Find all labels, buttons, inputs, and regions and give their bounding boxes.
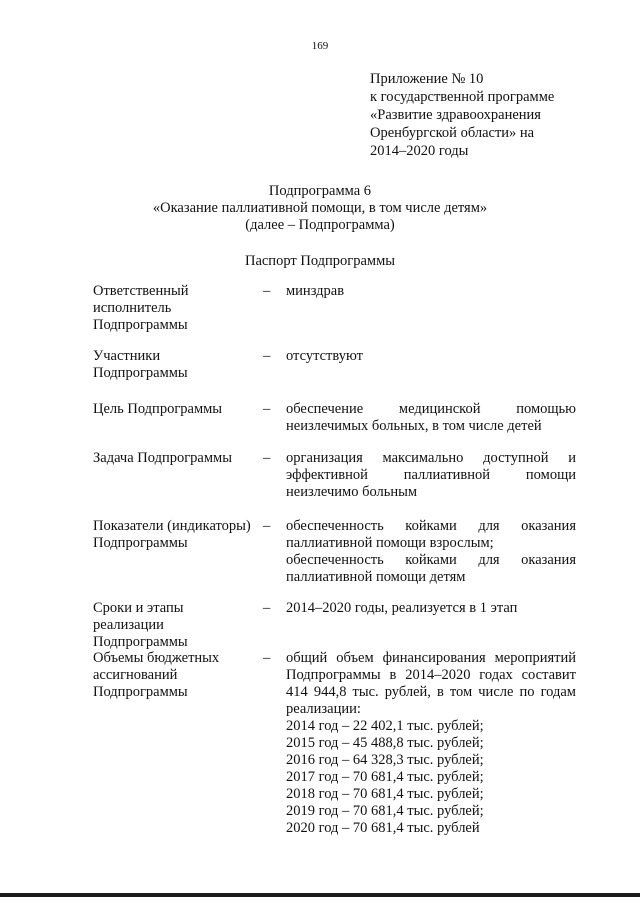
row-value: 2014–2020 годы, реализуется в 1 этап (286, 600, 518, 616)
appendix-line: «Развитие здравоохранения (370, 107, 541, 123)
row-value (286, 518, 576, 586)
appendix-header (370, 70, 620, 160)
row-dash: – (263, 650, 271, 666)
budget-year: 2015 год – 45 488,8 тыс. рублей; (286, 735, 484, 751)
row-label: Ответственный исполнитель Подпрограммы (93, 283, 189, 333)
appendix-line: 2014–2020 годы (370, 143, 469, 159)
row-dash: – (263, 348, 271, 364)
row-label: Сроки и этапы реализации Подпрограммы (93, 600, 188, 650)
budget-year: 2020 год – 70 681,4 тыс. рублей (286, 820, 480, 836)
row-label: Участники Подпрограммы (93, 348, 188, 381)
indicator-children: обеспеченность койками для оказания паллиативной помощи детям (286, 552, 576, 585)
appendix-line: Оренбургской области» на (370, 125, 535, 141)
budget-year: 2017 год – 70 681,4 тыс. рублей; (286, 769, 484, 785)
appendix-line: Приложение № 10 (370, 71, 484, 87)
row-label: Задача Подпрограммы (93, 450, 232, 466)
scan-bottom-edge (0, 893, 640, 897)
row-dash: – (263, 450, 271, 466)
row-label: Показатели (индикаторы) Подпрограммы (93, 518, 251, 551)
row-value (286, 650, 576, 837)
budget-year: 2016 год – 64 328,3 тыс. рублей; (286, 752, 484, 768)
budget-year: 2014 год – 22 402,1 тыс. рублей; (286, 718, 484, 734)
appendix-line: к государственной программе (370, 89, 555, 105)
indicator-adults: обеспеченность койками для оказания паллиативной помощи взрослым; (286, 518, 576, 551)
subprogram-title (0, 183, 640, 234)
row-value: отсутствуют (286, 348, 363, 364)
page-number: 169 (311, 40, 329, 52)
budget-total: общий объем финансирования мероприятий Подпрограммы в 2014–2020 годах составит 414 944,8 тыс. рублей, в том числе по годам реализации: (286, 650, 576, 717)
row-value: обеспечение медицинской помощью неизлечимых больных, в том числе детей (286, 401, 576, 434)
row-dash: – (263, 600, 271, 616)
subprogram-number: Подпрограмма 6 (268, 183, 372, 199)
passport-title: Паспорт Подпрограммы (244, 253, 396, 269)
row-value: организация максимально доступной и эффективной паллиативной помощи неизлечимо больным (286, 450, 576, 500)
row-label: Объемы бюджетных ассигнований Подпрограммы (93, 650, 220, 700)
subprogram-name: «Оказание паллиативной помощи, в том числе детям» (152, 200, 488, 216)
row-dash: – (263, 283, 271, 299)
row-dash: – (263, 401, 271, 417)
row-value: минздрав (286, 283, 345, 299)
subprogram-alias: (далее – Подпрограмма) (245, 217, 395, 233)
budget-year: 2018 год – 70 681,4 тыс. рублей; (286, 786, 484, 802)
row-dash: – (263, 518, 271, 534)
row-label: Цель Подпрограммы (93, 401, 223, 417)
budget-year: 2019 год – 70 681,4 тыс. рублей; (286, 803, 484, 819)
